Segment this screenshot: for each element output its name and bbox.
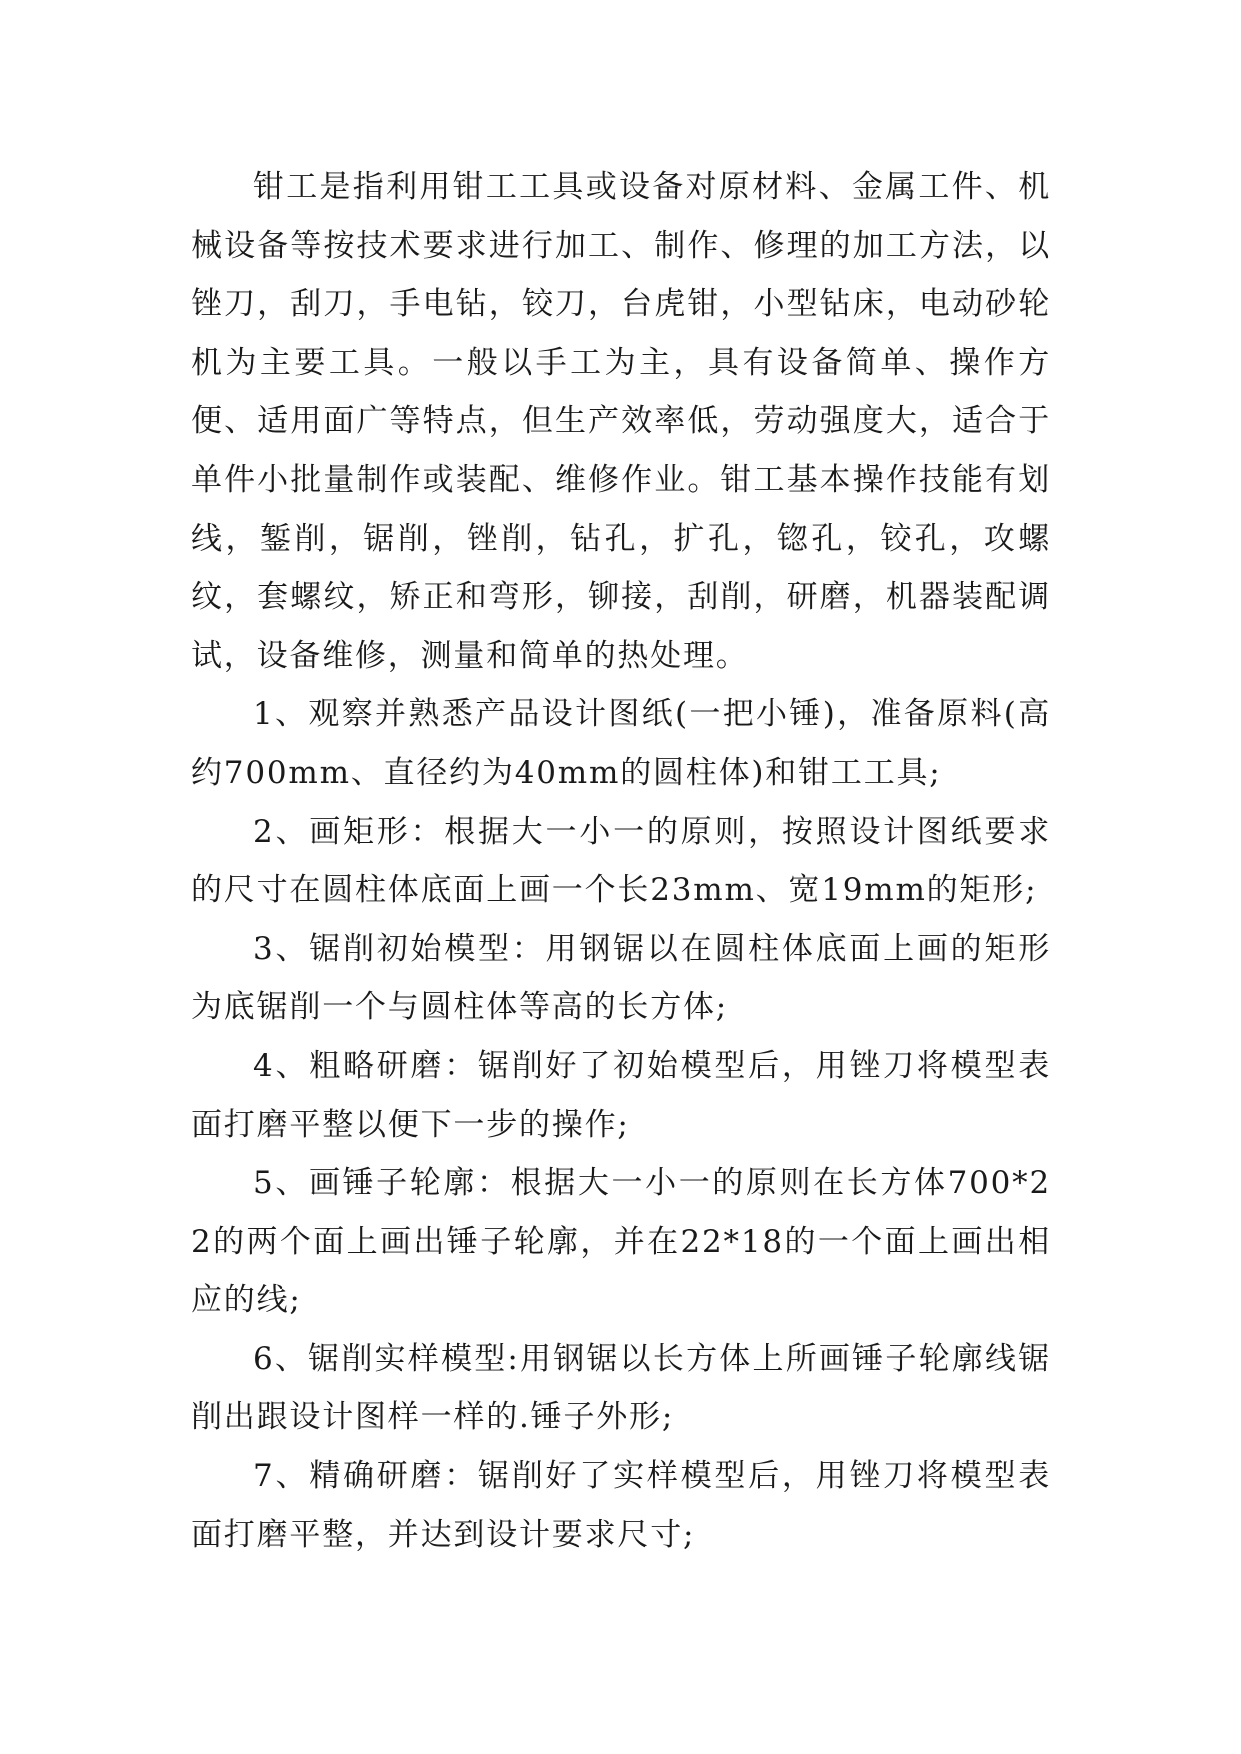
step-1-paragraph: 1、观察并熟悉产品设计图纸(一把小锤)，准备原料(高约700mm、直径约为40mm的圆柱体)和钳工工具; (191, 696, 1051, 791)
step-3-paragraph: 3、锯削初始模型：用钢锯以在圆柱体底面上画的矩形为底锯削一个与圆柱体等高的长方体; (191, 930, 1051, 1026)
step-2-paragraph: 2、画矩形：根据大一小一的原则，按照设计图纸要求的尺寸在圆柱体底面上画一个长23mm、宽19mm的矩形; (191, 813, 1051, 909)
step-7-paragraph: 7、精确研磨：锯削好了实样模型后，用锉刀将模型表面打磨平整，并达到设计要求尺寸; (191, 1458, 1051, 1553)
step-6-paragraph: 6、锯削实样模型:用钢锯以长方体上所画锤子轮廓线锯削出跟设计图样一样的.锤子外形; (191, 1340, 1051, 1436)
intro-paragraph: 钳工是指利用钳工工具或设备对原材料、金属工件、机械设备等按技术要求进行加工、制作、修理的加工方法，以锉刀，刮刀，手电钻，铰刀，台虎钳，小型钻床，电动砂轮机为主要工具。一般以手工为主，具有设备简单、操作方便、适用面广等特点，但生产效率低，劳动强度大，适合于单件小批量制作或装配、维修作业。钳工基本操作技能有划线，錾削，锯削，锉削，钻孔，扩孔，锪孔，铰孔，攻螺纹，套螺纹，矫正和弯形，铆接，刮削，研磨，机器装配调试，设备维修，测量和简单的热处理。 (191, 169, 1051, 674)
step-4-paragraph: 4、粗略研磨：锯削好了初始模型后，用锉刀将模型表面打磨平整以便下一步的操作; (191, 1047, 1051, 1143)
document-body (191, 158, 1051, 1564)
step-5-paragraph: 5、画锤子轮廓：根据大一小一的原则在长方体700*22的两个面上画出锤子轮廓，并在22*18的一个面上画出相应的线; (191, 1165, 1051, 1319)
